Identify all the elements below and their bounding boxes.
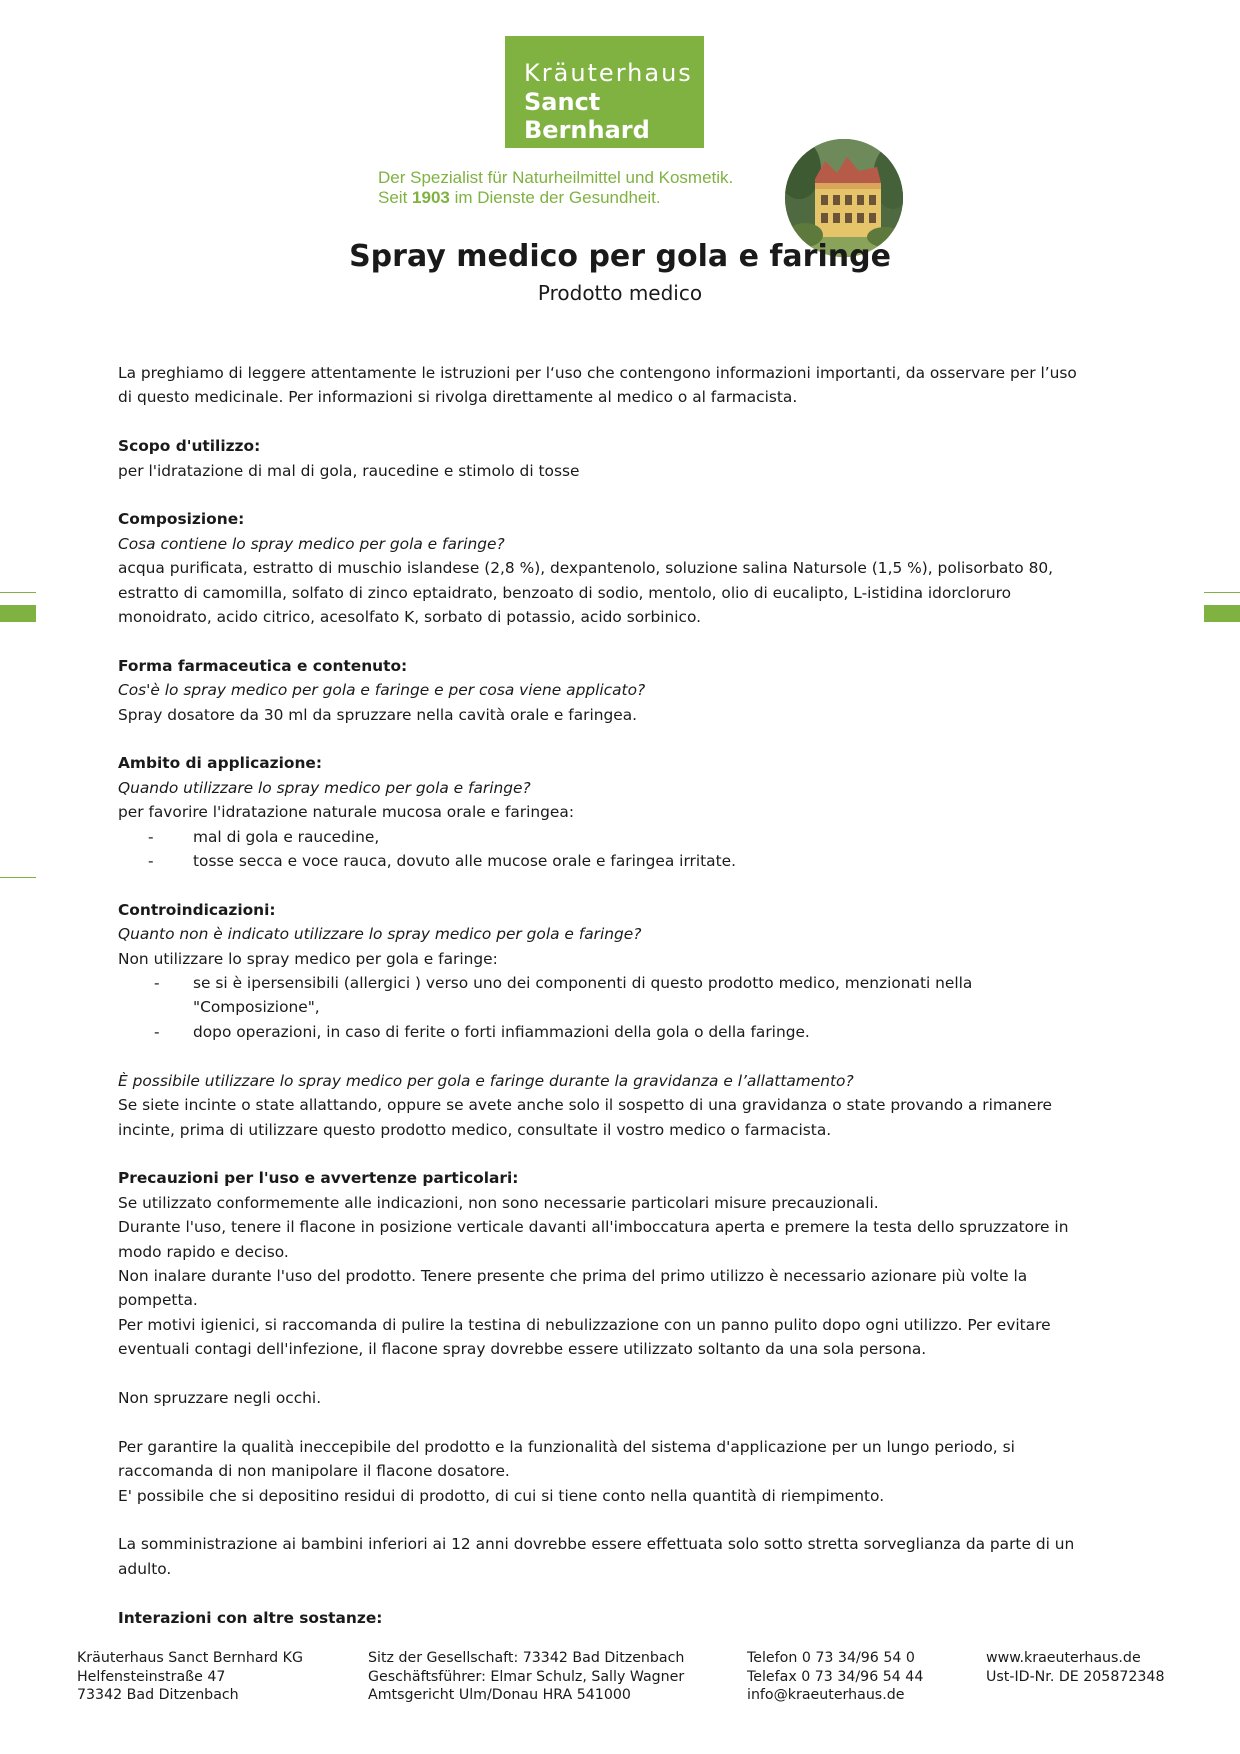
slogan-suffix: im Dienste der Gesundheit. (449, 188, 661, 207)
precauzioni-line: eventuali contagi dell'infezione, il flacone spray dovrebbe essere utilizzato soltanto da una sola persona. (118, 1340, 927, 1359)
logo-line-2: Sanct Bernhard (524, 88, 650, 144)
composizione-line: monoidrato, acido citrico, acesolfato K, sorbato di potassio, acido sorbinico. (118, 608, 702, 627)
list-item (118, 825, 1128, 849)
brand-logo (505, 36, 704, 148)
ambito-list (118, 825, 1128, 874)
list-item (118, 971, 1128, 1020)
list-item-text: "Composizione", (193, 998, 320, 1017)
bullet-dash: - (154, 1022, 160, 1041)
list-item-text: mal di gola e raucedine, (193, 827, 380, 846)
footer-text: Helfensteinstraße 47 (77, 1668, 226, 1685)
forma-question: Cos'è lo spray medico per gola e faringe e per cosa viene applicato? (118, 681, 646, 700)
slogan-line-1: Der Spezialist für Naturheilmittel und Kosmetik. (378, 168, 734, 187)
precauzioni-line: Se utilizzato conformemente alle indicazioni, non sono necessarie particolari misure precauzionali. (118, 1193, 879, 1212)
section-heading-precauzioni: Precauzioni per l'uso e avvertenze particolari: (118, 1169, 519, 1188)
qualita-line: raccomanda di non manipolare il flacone dosatore. (118, 1462, 510, 1481)
section-heading-ambito: Ambito di applicazione: (118, 754, 323, 773)
ambito-question: Quando utilizzare lo spray medico per gola e faringe? (118, 778, 531, 797)
forma-text: Spray dosatore da 30 ml da spruzzare nella cavità orale e faringea. (118, 705, 638, 724)
precauzioni-line: modo rapido e deciso. (118, 1242, 289, 1261)
composizione-line: acqua purificata, estratto di muschio islandese (2,8 %), dexpantenolo, soluzione salina Natursole (1,5 %), polisorbato 80, (118, 559, 1054, 578)
document-body (118, 361, 1128, 1630)
bullet-dash: - (148, 827, 154, 846)
footer-legal (368, 1649, 684, 1705)
list-item-text: tosse secca e voce rauca, dovuto alle mucose orale e faringea irritate. (193, 852, 736, 871)
bullet-dash: - (154, 974, 160, 993)
controindicazioni-text: Non utilizzare lo spray medico per gola e faringe: (118, 949, 498, 968)
intro-line: di questo medicinale. Per informazioni si rivolga direttamente al medico o al farmacista. (118, 388, 798, 407)
document-title: Spray medico per gola e faringe (349, 239, 891, 274)
margin-mark-left-bottom (0, 877, 36, 878)
document-subtitle: Prodotto medico (537, 281, 703, 305)
slogan-year: 1903 (412, 188, 450, 207)
list-item (118, 849, 1128, 873)
qualita-line: E' possibile che si depositino residui di prodotto, di cui si tiene conto nella quantità di riempimento. (118, 1486, 885, 1505)
footer-contact (747, 1649, 923, 1705)
occhi-warning: Non spruzzare negli occhi. (118, 1388, 322, 1407)
footer-website: www.kraeuterhaus.de (986, 1650, 1141, 1666)
slogan-line-2 (378, 188, 733, 208)
footer-text: 73342 Bad Ditzenbach (77, 1687, 239, 1703)
bambini-line: La somministrazione ai bambini inferiori ai 12 anni dovrebbe essere effettuata solo sotto stretta sorveglianza da parte di un (118, 1535, 1075, 1554)
precauzioni-line: pompetta. (118, 1291, 198, 1310)
footer-text: Amtsgericht Ulm/Donau HRA 541000 (368, 1687, 631, 1703)
composizione-line: estratto di camomilla, solfato di zinco eptaidrato, benzoato di sodio, mentolo, olio di eucalipto, L-istidina idorcloruro (118, 583, 1011, 602)
margin-mark-right-block (1204, 605, 1240, 622)
list-item-text: se si è ipersensibili (allergici ) verso uno dei componenti di questo prodotto medico, menzionati nella (193, 974, 973, 993)
footer-fax: Telefax 0 73 34/96 54 44 (747, 1668, 924, 1685)
ambito-text: per favorire l'idratazione naturale mucosa orale e faringea: (118, 803, 575, 822)
controindicazioni-list (118, 971, 1128, 1044)
gravidanza-question: È possibile utilizzare lo spray medico per gola e faringe durante la gravidanza e l’allattamento? (118, 1071, 854, 1090)
section-heading-controindicazioni: Controindicazioni: (118, 900, 276, 919)
precauzioni-line: Non inalare durante l'uso del prodotto. Tenere presente che prima del primo utilizzo è necessario azionare più volte la (118, 1266, 1028, 1285)
footer-web (986, 1649, 1165, 1686)
gravidanza-line: incinte, prima di utilizzare questo prodotto medico, consultate il vostro medico o farmacista. (118, 1120, 832, 1139)
footer-phone: Telefon 0 73 34/96 54 0 (747, 1650, 915, 1666)
slogan (378, 168, 733, 208)
section-heading-composizione: Composizione: (118, 510, 245, 529)
controindicazioni-question: Quanto non è indicato utilizzare lo spray medico per gola e faringe? (118, 925, 642, 944)
section-heading-scopo: Scopo d'utilizzo: (118, 437, 261, 456)
gravidanza-line: Se siete incinte o state allattando, oppure se avete anche solo il sospetto di una gravidanza o state provando a rimanere (118, 1096, 1052, 1115)
qualita-line: Per garantire la qualità ineccepibile del prodotto e la funzionalità del sistema d'applicazione per un lungo periodo, si (118, 1437, 1015, 1456)
bambini-line: adulto. (118, 1559, 172, 1578)
margin-mark-right-top (1204, 592, 1240, 593)
section-heading-interazioni: Interazioni con altre sostanze: (118, 1608, 383, 1627)
composizione-question: Cosa contiene lo spray medico per gola e faringe? (118, 534, 505, 553)
footer-text: Geschäftsführer: Elmar Schulz, Sally Wagner (368, 1668, 685, 1685)
scopo-text: per l'idratazione di mal di gola, raucedine e stimolo di tosse (118, 461, 580, 480)
footer-vat: Ust-ID-Nr. DE 205872348 (986, 1668, 1165, 1685)
footer-company (77, 1649, 303, 1705)
list-item-text: dopo operazioni, in caso di ferite o forti infiammazioni della gola o della faringe. (193, 1022, 810, 1041)
margin-mark-left-top (0, 592, 36, 593)
precauzioni-line: Durante l'uso, tenere il flacone in posizione verticale davanti all'imboccatura aperta e premere la testa dello spruzzatore in (118, 1218, 1069, 1237)
slogan-prefix: Seit (378, 188, 413, 207)
footer-email: info@kraeuterhaus.de (747, 1687, 905, 1703)
logo-line-1: Kräuterhaus (524, 59, 693, 87)
footer-text: Kräuterhaus Sanct Bernhard KG (77, 1650, 303, 1666)
precauzioni-line: Per motivi igienici, si raccomanda di pulire la testina di nebulizzazione con un panno pulito dopo ogni utilizzo. Per evitare (118, 1315, 1051, 1334)
bullet-dash: - (148, 852, 154, 871)
margin-mark-left-block (0, 605, 36, 622)
footer-text: Sitz der Gesellschaft: 73342 Bad Ditzenbach (368, 1650, 685, 1666)
section-heading-forma: Forma farmaceutica e contenuto: (118, 656, 408, 675)
intro-line: La preghiamo di leggere attentamente le istruzioni per l‘uso che contengono informazioni importanti, da osservare per l’uso (118, 364, 1077, 382)
list-item (118, 1020, 1128, 1044)
